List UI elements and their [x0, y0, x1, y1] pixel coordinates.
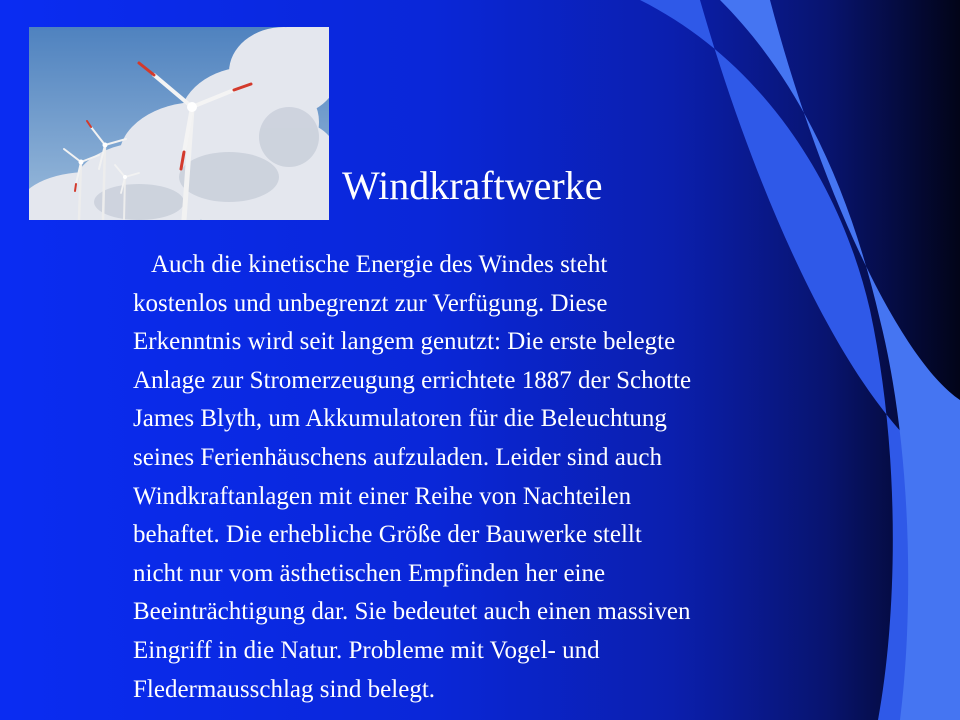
body-line: nicht nur vom ästhetischen Empfinden her eine — [133, 559, 606, 587]
wind-turbines-photo — [29, 27, 329, 220]
body-line: Windkraftanlagen mit einer Reihe von Nachteilen — [133, 482, 632, 510]
body-line: Fledermausschlag sind belegt. — [133, 675, 436, 703]
body-line: Beeinträchtigung dar. Sie bedeutet auch einen massiven — [133, 598, 691, 626]
body-line: Eingriff in die Natur. Probleme mit Vogel- und — [133, 636, 600, 664]
body-line: Anlage zur Stromerzeugung errichtete 1887 der Schotte — [133, 366, 692, 394]
slide-body-text — [133, 246, 863, 709]
body-line: seines Ferienhäuschens aufzuladen. Leider sind auch — [133, 443, 662, 471]
body-line: kostenlos und unbegrenzt zur Verfügung. Diese — [133, 289, 608, 317]
body-line: Auch die kinetische Energie des Windes steht — [151, 251, 608, 278]
body-line: James Blyth, um Akkumulatoren für die Beleuchtung — [133, 405, 667, 433]
slide-title: Windkraftwerke — [342, 163, 603, 208]
body-line: Erkenntnis wird seit langem genutzt: Die erste belegte — [133, 328, 676, 356]
body-line: behaftet. Die erhebliche Größe der Bauwerke stellt — [133, 521, 642, 549]
